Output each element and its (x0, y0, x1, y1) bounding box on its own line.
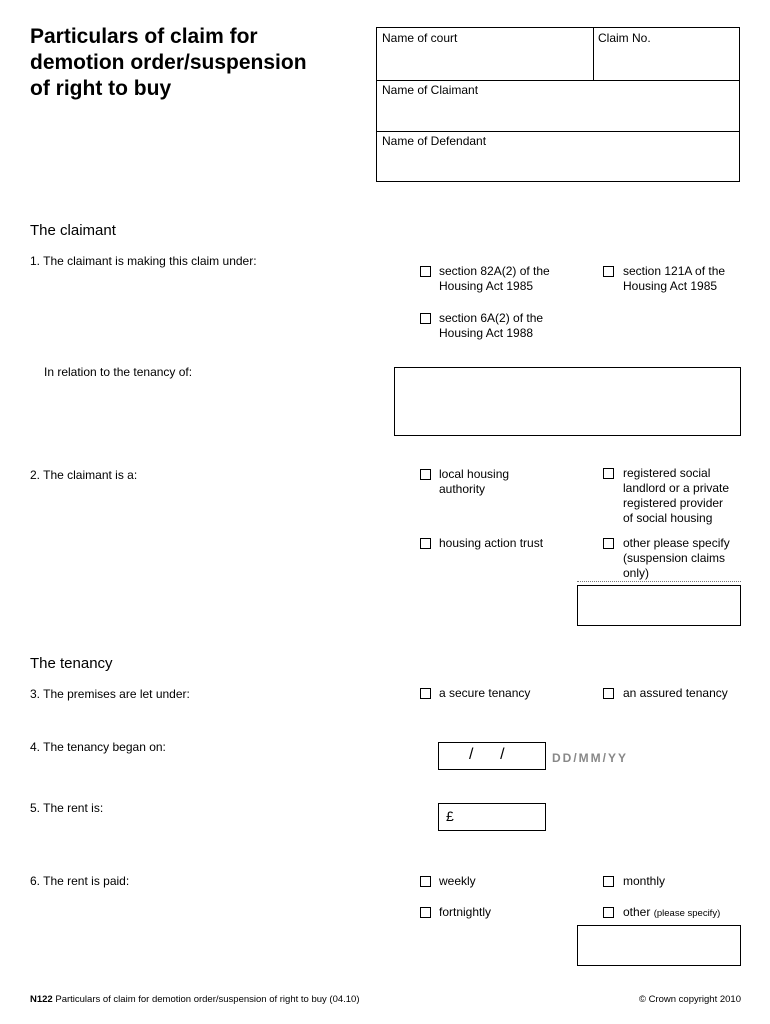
claimant-name-field[interactable]: Name of Claimant (382, 83, 479, 97)
question-1-label: 1. The claimant is making this claim under: (30, 254, 257, 268)
option-line: section 121A of the (623, 264, 726, 278)
tenancy-of-input[interactable] (394, 367, 741, 436)
defendant-name-field[interactable]: Name of Defendant (382, 134, 487, 148)
checkbox-housing-action-trust[interactable] (420, 538, 431, 549)
option-weekly: weekly (439, 874, 476, 888)
pound-symbol: £ (446, 808, 454, 824)
option-housing-action-trust (439, 536, 543, 551)
checkbox-weekly[interactable] (420, 876, 431, 887)
date-format-hint: DD/MM/YY (552, 751, 628, 765)
tenancy-start-date-input[interactable] (438, 742, 546, 770)
question-2-label: 2. The claimant is a: (30, 468, 138, 482)
header-box (376, 27, 740, 182)
other-claimant-input[interactable] (577, 585, 741, 626)
option-line: landlord or a private (623, 481, 730, 495)
option-line: of social housing (623, 511, 713, 525)
option-line: (suspension claims (623, 551, 726, 565)
tenancy-of-label: In relation to the tenancy of: (44, 365, 193, 379)
option-other-note: (please specify) (653, 908, 721, 919)
checkbox-assured-tenancy[interactable] (603, 688, 614, 699)
date-separators: / / (469, 746, 505, 763)
dotted-rule (577, 581, 741, 582)
form-description: Particulars of claim for demotion order/suspension of right to buy (04.10) (55, 994, 360, 1005)
checkbox-other-claimant[interactable] (603, 538, 614, 549)
option-line: Housing Act 1985 (623, 279, 718, 293)
option-line: section 82A(2) of the (439, 264, 550, 278)
question-5-label: 5. The rent is: (30, 801, 104, 815)
option-registered-social-landlord (623, 466, 729, 526)
question-3-label: 3. The premises are let under: (30, 687, 190, 701)
option-line: registered provider (623, 496, 724, 510)
option-secure-tenancy: a secure tenancy (439, 686, 531, 700)
option-other-label: other (623, 905, 651, 919)
claim-no-field[interactable]: Claim No. (598, 31, 651, 45)
option-monthly: monthly (623, 874, 666, 888)
option-other-payment (623, 905, 720, 921)
option-other-claimant (623, 536, 730, 581)
other-payment-input[interactable] (577, 925, 741, 966)
option-line: registered social (623, 466, 711, 480)
checkbox-section-82a2[interactable] (420, 266, 431, 277)
checkbox-fortnightly[interactable] (420, 907, 431, 918)
header-divider-2 (377, 131, 739, 132)
form-title-line-1: Particulars of claim for (30, 25, 258, 48)
option-fortnightly: fortnightly (439, 905, 492, 919)
checkbox-registered-social-landlord[interactable] (603, 468, 614, 479)
section-heading-claimant: The claimant (30, 222, 116, 239)
option-local-housing-authority (439, 467, 509, 497)
header-divider-vertical (593, 28, 594, 80)
option-line: Housing Act 1985 (439, 279, 534, 293)
footer-form-reference (30, 994, 360, 1005)
form-title-line-3: of right to buy (30, 77, 172, 100)
checkbox-secure-tenancy[interactable] (420, 688, 431, 699)
form-title-line-2: demotion order/suspension (30, 51, 307, 74)
form-title (30, 24, 360, 102)
checkbox-section-121a[interactable] (603, 266, 614, 277)
rent-amount-input[interactable] (438, 803, 546, 831)
checkbox-local-housing-authority[interactable] (420, 469, 431, 480)
checkbox-monthly[interactable] (603, 876, 614, 887)
checkbox-section-6a2[interactable] (420, 313, 431, 324)
option-section-6a2 (439, 311, 543, 341)
option-section-82a2 (439, 264, 550, 294)
court-name-field[interactable]: Name of court (382, 31, 458, 45)
option-line: other please specify (623, 536, 730, 550)
option-line: authority (439, 482, 486, 496)
question-6-label: 6. The rent is paid: (30, 874, 130, 888)
checkbox-other-payment[interactable] (603, 907, 614, 918)
option-line: section 6A(2) of the (439, 311, 544, 325)
question-4-label: 4. The tenancy began on: (30, 740, 166, 754)
section-heading-tenancy: The tenancy (30, 655, 113, 672)
option-assured-tenancy: an assured tenancy (623, 686, 728, 700)
footer-copyright: © Crown copyright 2010 (638, 994, 741, 1005)
option-line: local housing (439, 467, 510, 481)
option-line: housing action trust (439, 536, 544, 550)
option-line: Housing Act 1988 (439, 326, 534, 340)
option-section-121a (623, 264, 725, 294)
option-line: only) (623, 566, 650, 580)
header-divider-1 (377, 80, 739, 81)
form-code: N122 (30, 994, 53, 1005)
